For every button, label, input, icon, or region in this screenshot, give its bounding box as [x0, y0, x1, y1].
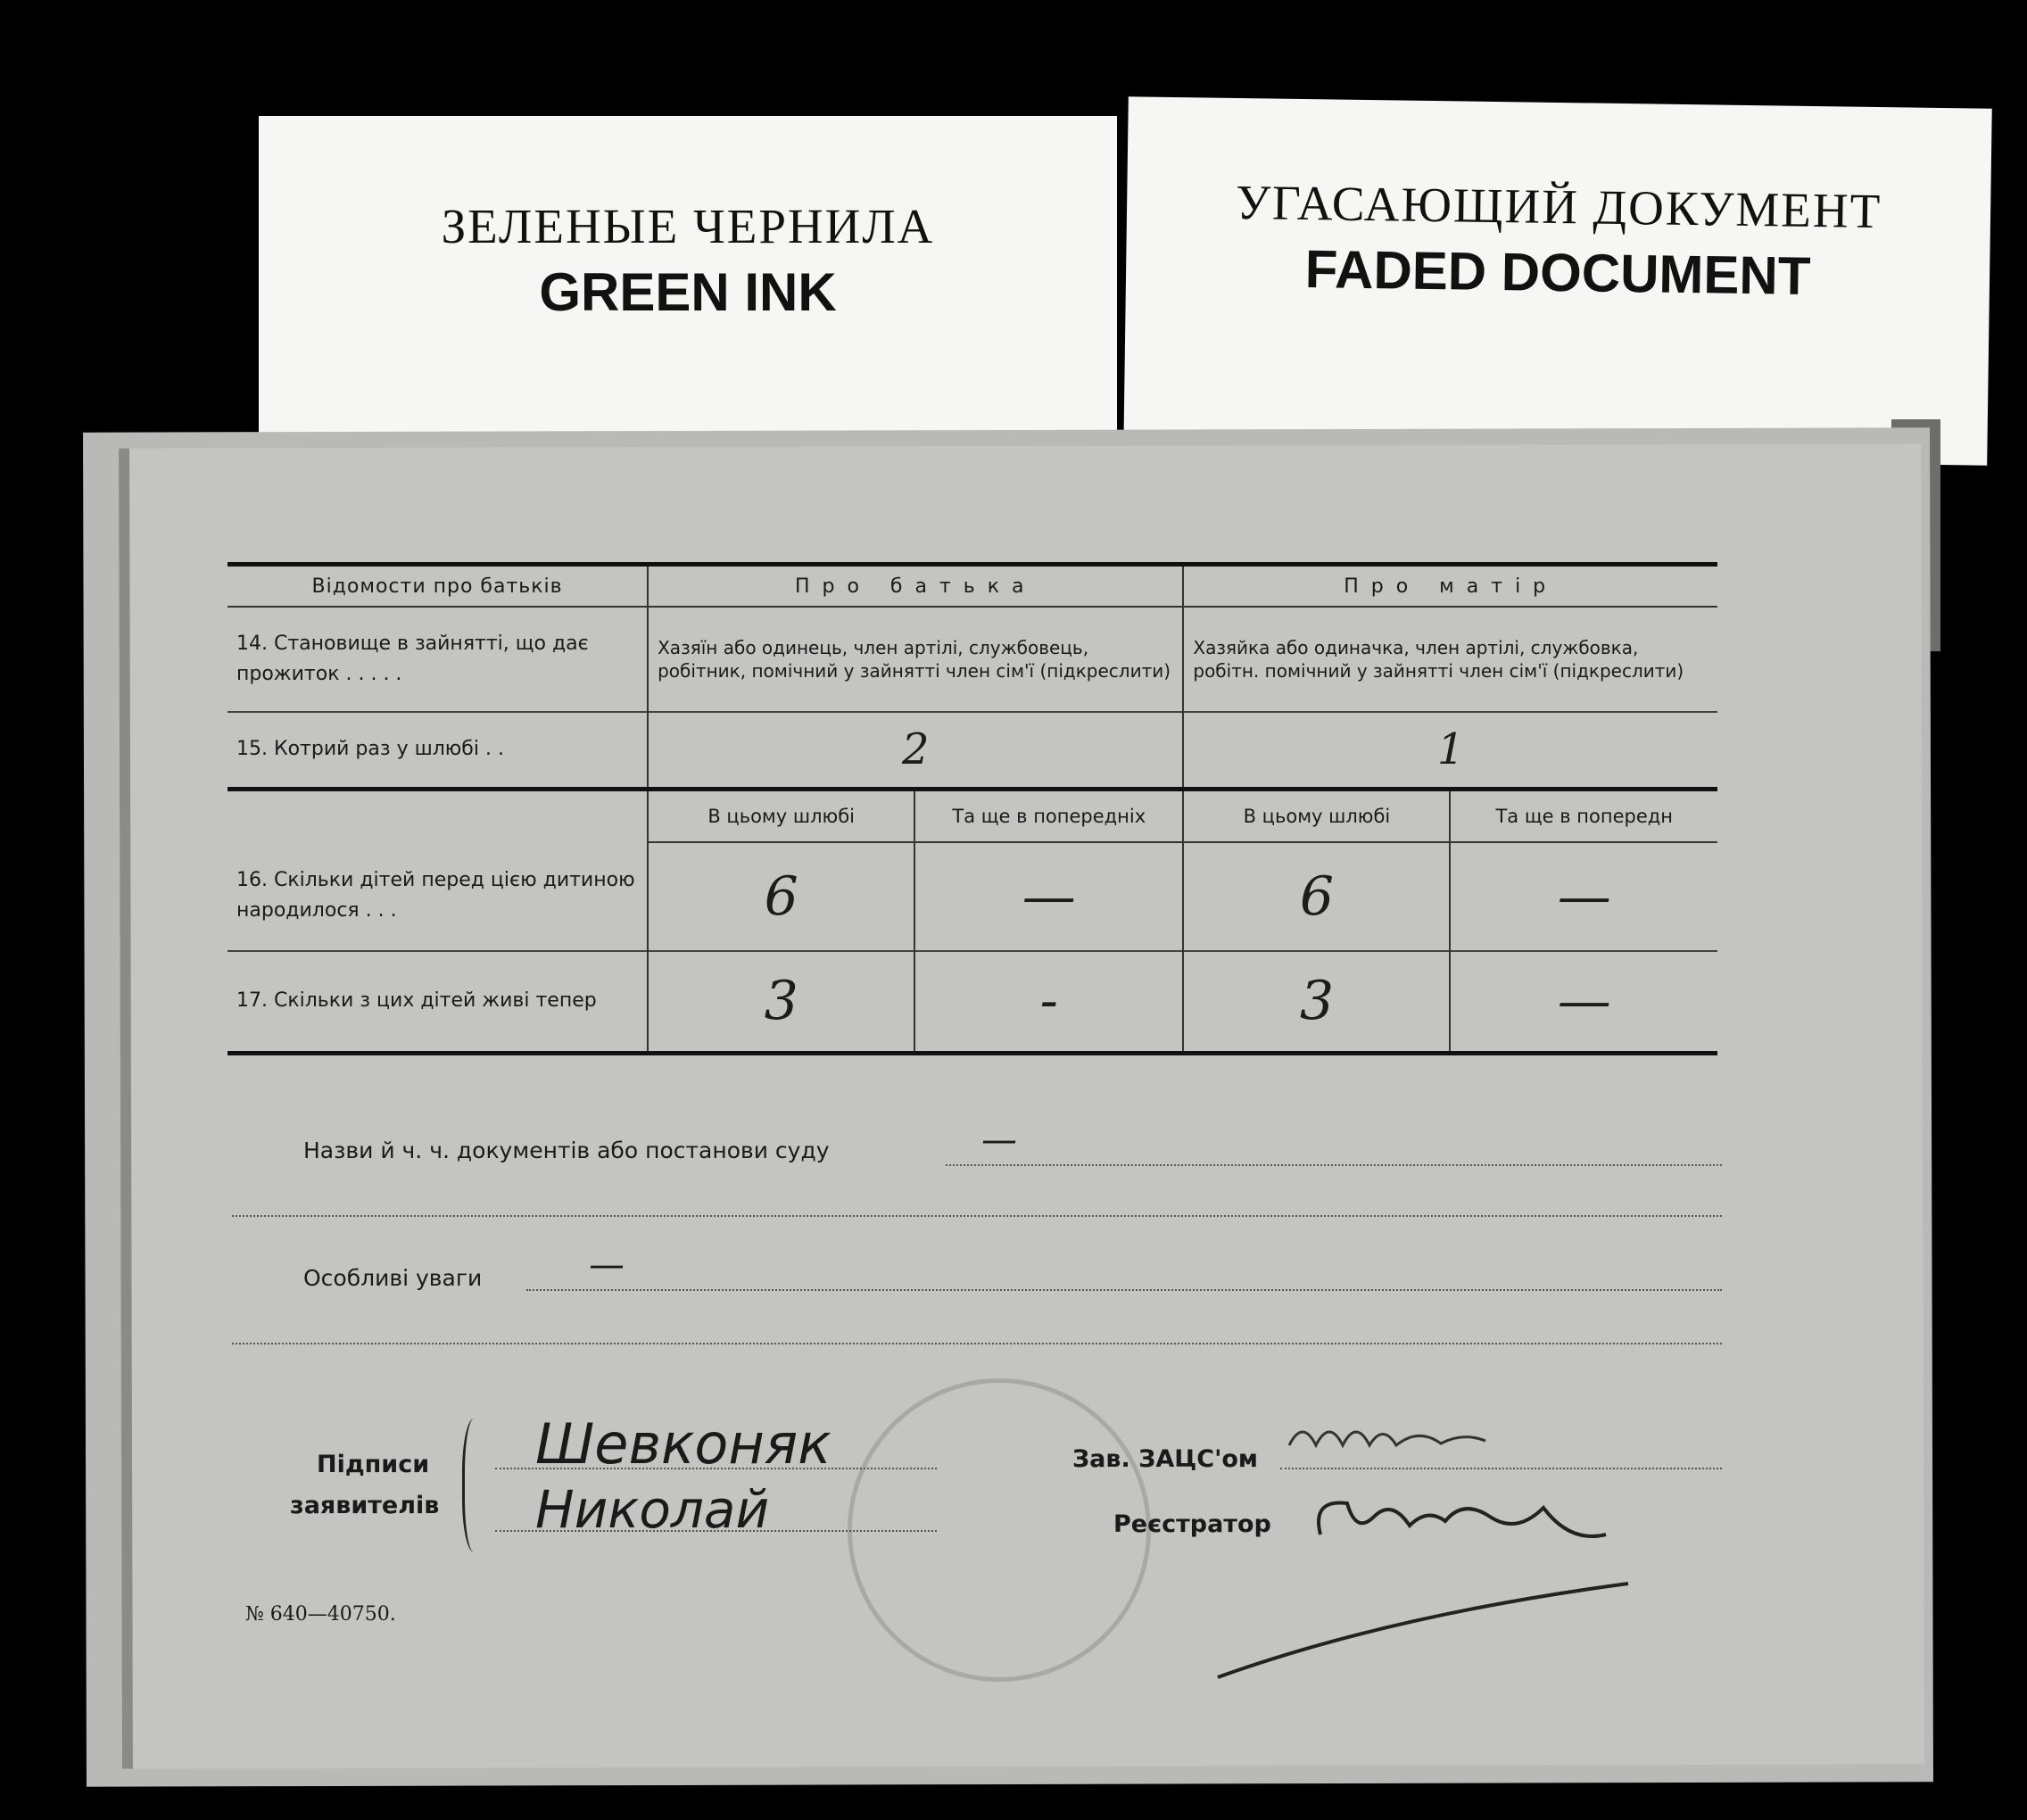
- faded-document-en: FADED DOCUMENT: [1304, 239, 1811, 306]
- q14-mother-options: Хазяйка або одиначка, член артілі, службовка, робітн. помічний у зайнятті член сім'ї (підкреслити): [1183, 607, 1717, 712]
- green-ink-card: [259, 116, 1117, 446]
- registrar-signature: [1303, 1481, 1624, 1570]
- header-col-father: Про батька: [648, 565, 1183, 608]
- sub-header-blank: [228, 789, 648, 842]
- q16-mother-prev: —: [1450, 842, 1717, 951]
- q15-mother-value: 1: [1183, 712, 1717, 789]
- documents-label: Назви й ч. ч. документів або постанови суду: [303, 1138, 830, 1163]
- q14-father-options: Хазяїн або одинець, член артілі, службовець, робітник, помічний у зайнятті член сім'ї (підкреслити): [648, 607, 1183, 712]
- faded-document-card: [1123, 96, 1991, 465]
- faded-document-ru: УГАСАЮЩИЙ ДОКУМЕНТ: [1235, 174, 1882, 239]
- green-ink-ru: ЗЕЛЕНЫЕ ЧЕРНИЛА: [441, 199, 935, 253]
- documents-value: —: [981, 1120, 1017, 1161]
- documents-line-1: [946, 1164, 1722, 1166]
- header-col-info: Відомости про батьків: [311, 575, 563, 598]
- q14-label: 14. Становище в зайнятті, що дає прожиток . . . . .: [236, 633, 589, 685]
- q15-father-value: 2: [648, 712, 1183, 789]
- head-label: Зав. ЗАЦС'ом: [1072, 1445, 1258, 1473]
- q17-father-prev: -: [914, 951, 1183, 1054]
- signature-line-2: [495, 1530, 937, 1532]
- q17-mother-this: 3: [1183, 951, 1450, 1054]
- signature-1: Шевконяк: [535, 1411, 831, 1477]
- sub-father-this: В цьому шлюбі: [648, 789, 914, 842]
- signatures-label-2: заявителів: [290, 1492, 440, 1519]
- signature-line-1: [495, 1468, 937, 1469]
- q17-label: 17. Скільки з цих дітей живі тепер: [228, 951, 648, 1054]
- signatures-brace: [462, 1419, 492, 1552]
- sub-father-previous: Та ще в попередніх: [914, 789, 1183, 842]
- signature-2: Николай: [535, 1479, 770, 1540]
- parents-info-table: [228, 562, 1717, 1055]
- notes-label: Особливі уваги: [303, 1265, 483, 1291]
- q17-father-this: 3: [648, 951, 914, 1054]
- notes-line-2: [232, 1343, 1722, 1344]
- header-col-mother: Про матір: [1183, 565, 1717, 608]
- sheet-left-border: [119, 449, 133, 1769]
- documents-line-2: [232, 1215, 1722, 1217]
- sub-mother-previous: Та ще в попередн: [1450, 789, 1717, 842]
- sub-mother-this: В цьому шлюбі: [1183, 789, 1450, 842]
- q17-mother-prev: —: [1450, 951, 1717, 1054]
- q16-father-this: 6: [648, 842, 914, 951]
- registrar-label: Реєстратор: [1113, 1510, 1271, 1538]
- registrar-signature-tail: [1213, 1579, 1633, 1686]
- signatures-label-1: Підписи: [317, 1451, 430, 1478]
- green-ink-en: GREEN INK: [539, 262, 837, 322]
- notes-value: —: [589, 1245, 625, 1286]
- head-signature: [1285, 1414, 1490, 1459]
- q16-mother-this: 6: [1183, 842, 1450, 951]
- form-number: № 640—40750.: [245, 1603, 396, 1626]
- q16-father-prev: —: [914, 842, 1183, 951]
- q15-label: 15. Котрий раз у шлюбі . .: [228, 712, 648, 789]
- notes-line-1: [526, 1289, 1722, 1291]
- head-line: [1280, 1468, 1722, 1469]
- q16-label: 16. Скільки дітей перед цією дитиною народилося . . .: [236, 869, 635, 922]
